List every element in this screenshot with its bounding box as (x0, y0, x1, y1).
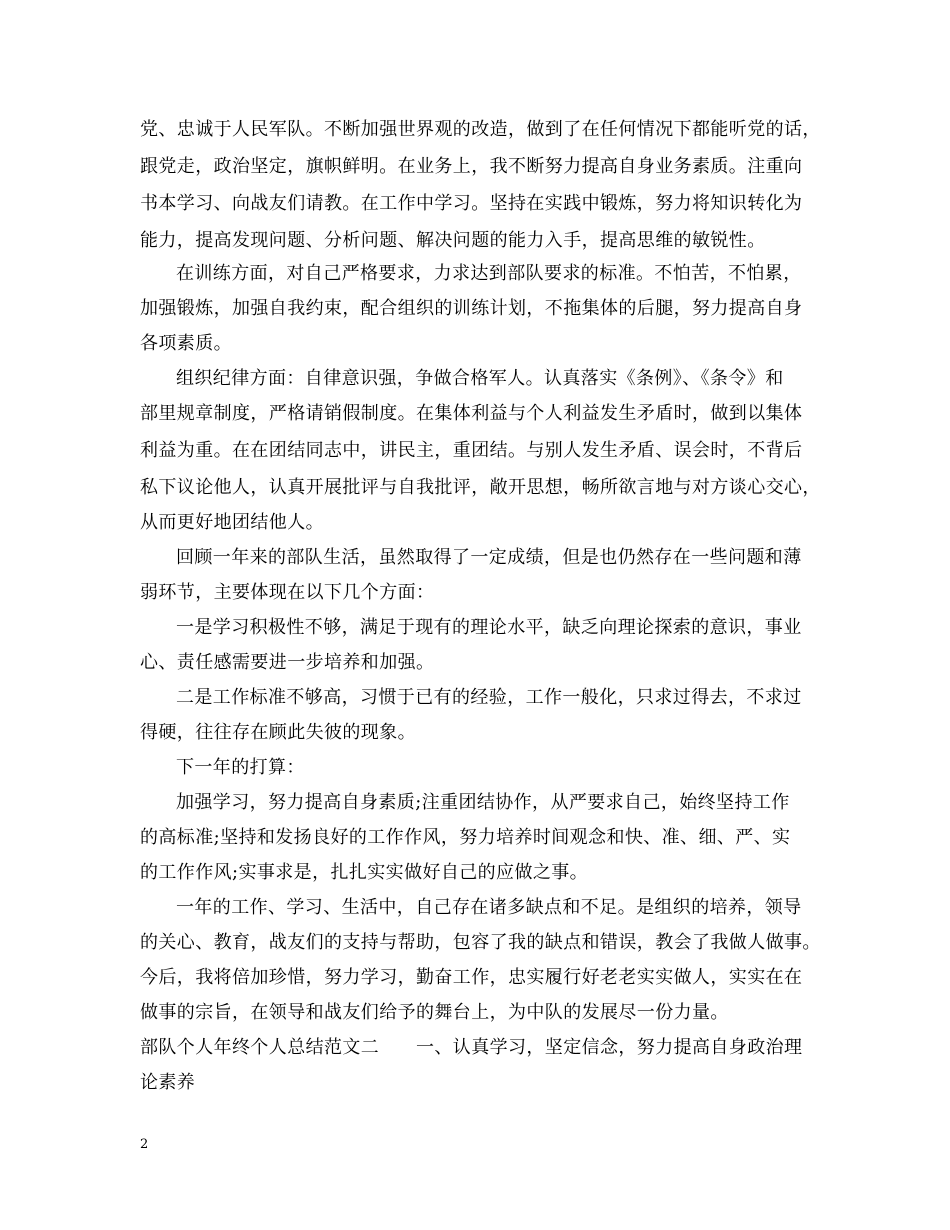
text-line: 私下议论他人，认真开展批评与自我批评，敞开思想，畅所欲言地与对方谈心交心， (140, 477, 821, 498)
text-line: 各项素质。 (140, 333, 232, 354)
text-line: 跟党走，政治坚定，旗帜鲜明。在业务上，我不断努力提高自身业务素质。注重向 (140, 156, 803, 177)
paragraph-first-line: 一是学习积极性不够，满足于现有的理论水平，缺乏向理论探索的意识，事业 (176, 617, 802, 638)
text-line: 做事的宗旨，在领导和战友们给予的舞台上，为中队的发展尽一份力量。 (140, 1002, 729, 1023)
text-line: 得硬，往往存在顾此失彼的现象。 (140, 722, 416, 743)
text-line: 能力，提高发现问题、分析问题、解决问题的能力入手，提高思维的敏锐性。 (140, 230, 766, 251)
text-line: 的工作作风;实事求是，扎扎实实做好自己的应做之事。 (140, 862, 589, 883)
text-line: 今后，我将倍加珍惜，努力学习，勤奋工作，忠实履行好老老实实做人，实实在在 (140, 967, 803, 988)
text-line: 的关心、教育，战友们的支持与帮助，包容了我的缺点和错误，教会了我做人做事。 (140, 932, 821, 953)
page-number: 2 (140, 1137, 149, 1152)
text-line: 弱环节，主要体现在以下几个方面： (140, 582, 435, 603)
text-line: 心、责任感需要进一步培养和加强。 (140, 652, 435, 673)
paragraph-first-line: 二是工作标准不够高，习惯于已有的经验，工作一般化，只求过得去，不求过 (176, 687, 802, 708)
section-heading-line: 部队个人年终个人总结范文二 一、认真学习，坚定信念，努力提高自身政治理 (140, 1037, 803, 1058)
text-line: 的高标准;坚持和发扬良好的工作作风，努力培养时间观念和快、准、细、严、实 (140, 827, 791, 848)
paragraph-first-line: 在训练方面，对自己严格要求，力求达到部队要求的标准。不怕苦，不怕累， (176, 263, 802, 284)
text-line: 党、忠诚于人民军队。不断加强世界观的改造，做到了在任何情况下都能听党的话， (140, 119, 821, 140)
text-line: 利益为重。在在团结同志中，讲民主，重团结。与别人发生矛盾、误会时，不背后 (140, 440, 803, 461)
text-line: 部里规章制度，严格请销假制度。在集体利益与个人利益发生矛盾时，做到以集体 (140, 403, 803, 424)
paragraph-first-line: 组织纪律方面：自律意识强，争做合格军人。认真落实《条例》、《条令》和 (176, 368, 784, 389)
text-line: 加强锻炼，加强自我约束，配合组织的训练计划，不拖集体的后腿，努力提高自身 (140, 298, 803, 319)
paragraph-first-line: 下一年的打算： (176, 757, 305, 778)
text-line: 论素养 (140, 1072, 196, 1093)
paragraph-first-line: 回顾一年来的部队生活，虽然取得了一定成绩，但是也仍然存在一些问题和薄 (176, 547, 802, 568)
text-line: 书本学习、向战友们请教。在工作中学习。坚持在实践中锻炼，努力将知识转化为 (140, 193, 803, 214)
paragraph-first-line: 一年的工作、学习、生活中，自己存在诸多缺点和不足。是组织的培养，领导 (176, 897, 802, 918)
text-line: 从而更好地团结他人。 (140, 512, 324, 533)
paragraph-first-line: 加强学习，努力提高自身素质;注重团结协作，从严要求自己，始终坚持工作 (176, 792, 790, 813)
